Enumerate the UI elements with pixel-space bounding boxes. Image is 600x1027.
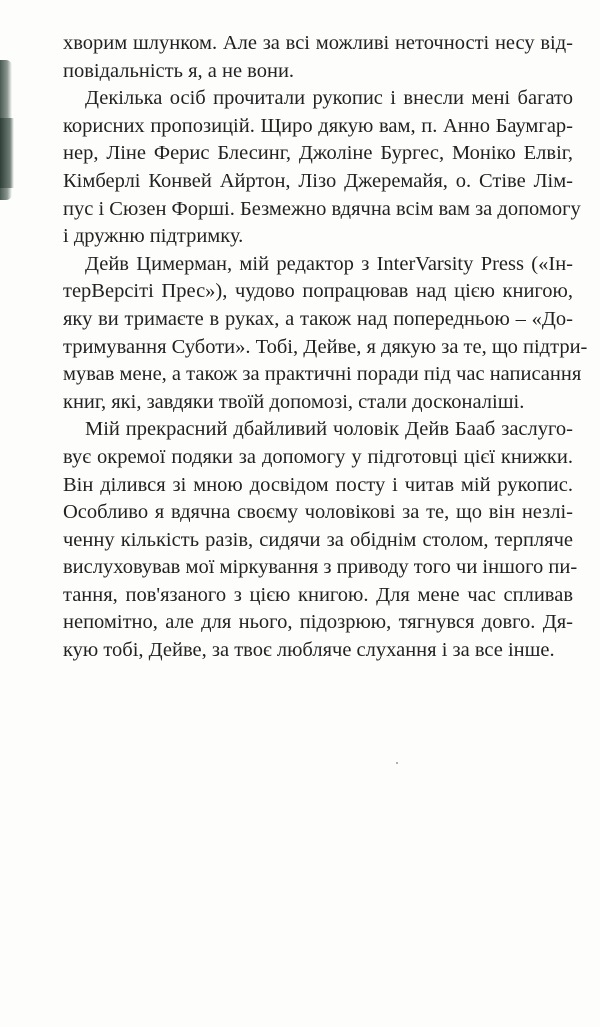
text-line: кую тобі, Дейве, за твоє люблячe слухання і за все інше. — [63, 639, 555, 662]
text-line: ченну кількість разів, сидячи за обіднім столом, терпляче — [63, 528, 573, 551]
text-line: Декілька осіб прочитали рукопис і внесли мені багато — [85, 87, 573, 110]
text-line: Мій прекрасний дбайливий чоловік Дейв Бааб заслуго- — [85, 418, 573, 441]
text-line: корисних пропозицій. Щиро дякую вам, п. Анно Баумгар- — [63, 114, 573, 137]
text-line: терВерсіті Прес»), чудово попрацював над цією книгою, — [63, 280, 573, 303]
paragraph — [63, 30, 573, 85]
text-line: Дейв Цимерман, мій редактор з InterVarsity Press («Ін- — [85, 252, 573, 275]
text-line: Кімберлі Конвей Айртон, Лізо Джеремайя, о. Стіве Лім- — [63, 169, 573, 192]
scan-edge-shadow — [0, 118, 14, 188]
paragraph — [63, 416, 578, 664]
paragraph — [63, 85, 581, 251]
text-line: яку ви тримаєте в руках, а також над попередньою – «До- — [63, 307, 573, 330]
text-line: хворим шлунком. Але за всі можливі неточності несу від- — [63, 32, 573, 54]
text-line: вислуховував мої міркування з приводу того чи іншого пи- — [63, 556, 578, 579]
page-body — [63, 30, 588, 665]
text-line: нер, Ліне Ферис Блесинг, Джоліне Бургес, Моніко Елвіг, — [63, 142, 573, 165]
scan-speck — [396, 762, 398, 764]
text-line: непомітно, але для нього, підозрюю, тягнувся довго. Дя- — [63, 611, 573, 634]
text-line: Особливо я вдячна своєму чоловікові за те, що він незлі- — [63, 501, 573, 524]
text-line: пус і Сюзен Форші. Безмежно вдячна всім вам за допомогу — [63, 197, 581, 220]
text-line: тання, пов'язаного з цією книгою. Для мене час спливав — [63, 583, 573, 606]
paragraph — [63, 251, 588, 417]
text-line: мував мене, а також за практичні поради під час написання — [63, 363, 582, 386]
text-line: і дружню підтримку. — [63, 225, 244, 248]
text-line: повідальність я, а не вони. — [63, 59, 295, 82]
text-line: Він ділився зі мною досвідом посту і читав мій рукопис. — [63, 473, 573, 496]
text-line: тримування Суботи». Тобі, Дейве, я дякую за те, що підтри- — [63, 335, 588, 358]
text-line: книг, які, завдяки твоїй допомозі, стали досконаліші. — [63, 390, 525, 413]
text-line: вує окремої подяки за допомогу у підготовці цієї книжки. — [63, 445, 573, 468]
